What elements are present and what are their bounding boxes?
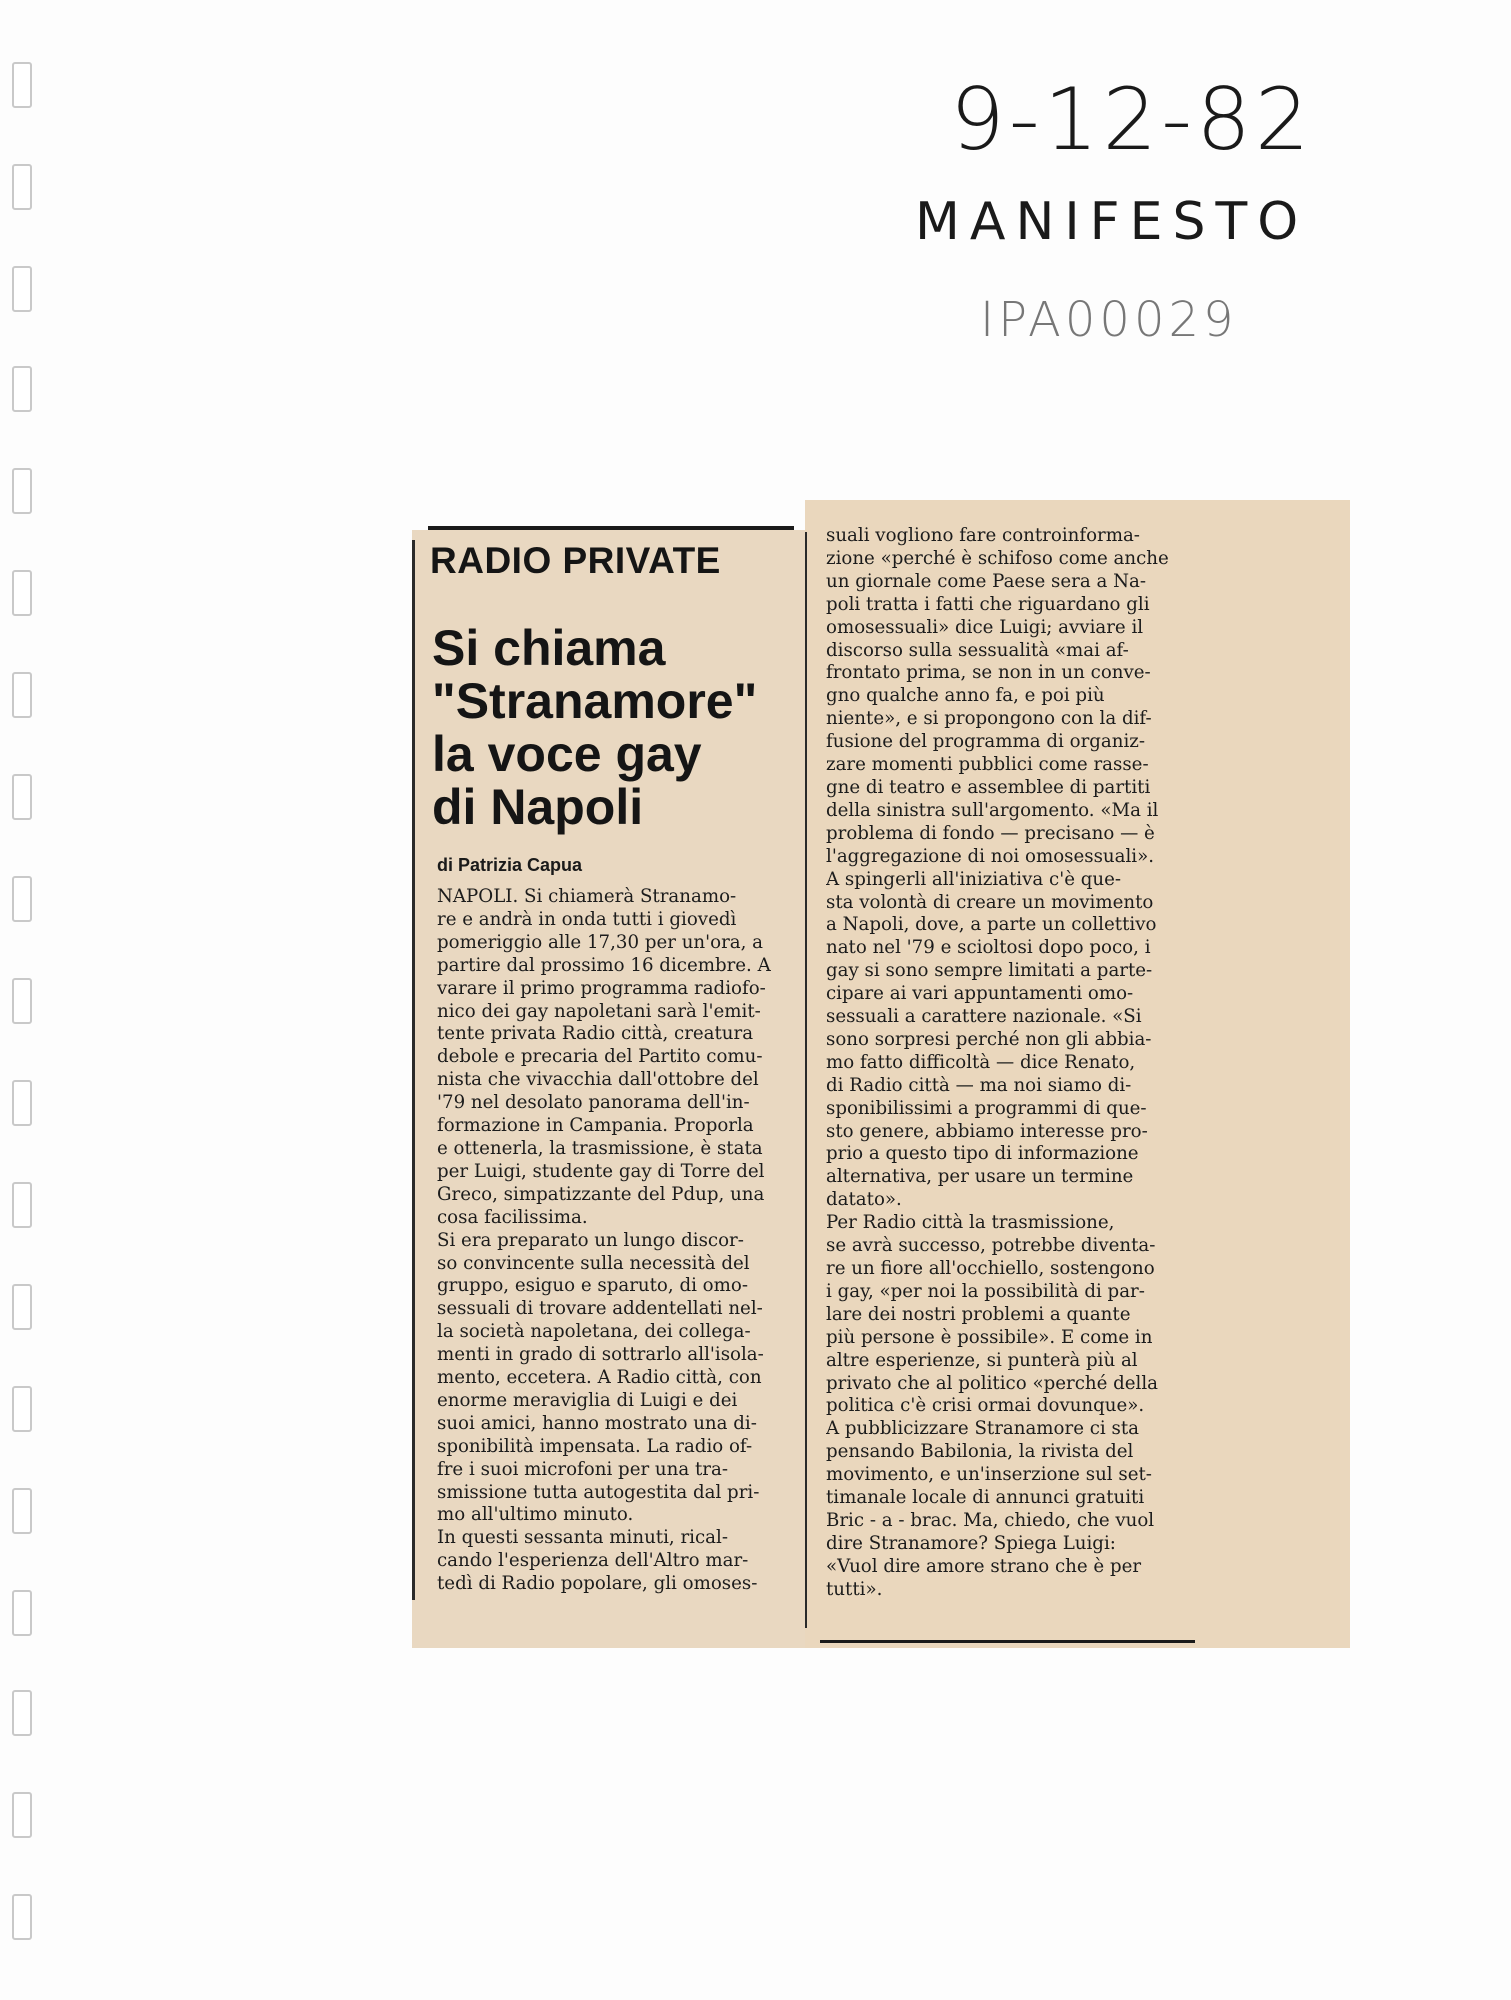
article-column-right [826, 525, 1194, 1602]
article-text-line: lare dei nostri problemi a quante [826, 1303, 1131, 1325]
article-text-line: varare il primo programma radiofo- [437, 977, 766, 999]
binder-hole [12, 1488, 32, 1534]
binder-hole [12, 266, 32, 312]
article-text-line: gne di teatro e assemblee di partiti [826, 776, 1151, 798]
article-text-line: per Luigi, studente gay di Torre del [437, 1160, 765, 1182]
binder-hole [12, 672, 32, 718]
column-rule [805, 532, 807, 1628]
article-text-line: gay si sono sempre limitati a parte- [826, 960, 1153, 982]
article-text-line: enorme meraviglia di Luigi e dei [437, 1389, 738, 1411]
article-text-line: '79 nel desolato panorama dell'in- [437, 1092, 750, 1114]
article-text-line: problema di fondo — precisano — è [826, 822, 1155, 844]
article-text-line: dire Stranamore? Spiega Luigi: [826, 1532, 1116, 1554]
article-text-line: i gay, «per noi la possibilità di par- [826, 1280, 1145, 1302]
article-text-line: più persone è possibile». E come in [826, 1326, 1153, 1348]
binder-hole [12, 1894, 32, 1940]
article-text-line: sponibilità impensata. La radio of- [437, 1435, 753, 1457]
bottom-rule [820, 1640, 1195, 1643]
binder-hole [12, 468, 32, 514]
article-text-line: nato nel '79 e scioltosi dopo poco, i [826, 937, 1151, 959]
article-text-line: gruppo, esiguo e sparuto, di omo- [437, 1275, 748, 1297]
article-text-line: fre i suoi microfoni per una tra- [437, 1458, 728, 1480]
binder-margin [0, 0, 60, 2000]
article-text-line: datato». [826, 1189, 902, 1211]
binder-hole [12, 1386, 32, 1432]
article-text-line: cosa facilissima. [437, 1206, 588, 1228]
article-text-line: sessuali a carattere nazionale. «Si [826, 1006, 1142, 1028]
article-text-line: prio a questo tipo di informazione [826, 1143, 1139, 1165]
article-text-line: zare momenti pubblici come rasse- [826, 754, 1149, 776]
article-text-line: mento, eccetera. A Radio città, con [437, 1367, 762, 1389]
binder-hole [12, 570, 32, 616]
article-text-line: privato che al politico «perché della [826, 1372, 1159, 1394]
headline-line: di Napoli [432, 779, 644, 835]
article-byline: di Patrizia Capua [437, 855, 583, 875]
binder-hole [12, 164, 32, 210]
article-text-line: niente», e si propongono con la dif- [826, 708, 1152, 730]
handwritten-date: 9-12-82 [950, 70, 1314, 170]
article-text-line: movimento, e un'inserzione sul set- [826, 1464, 1152, 1486]
article-text-line: re un fiore all'occhiello, sostengono [826, 1258, 1155, 1279]
article-text-line: nico dei gay napoletani sarà l'emit- [437, 1000, 761, 1022]
article-text-line: e ottenerla, la trasmissione, è stata [437, 1137, 763, 1159]
article-text-line: zione «perché è schifoso come anche [826, 547, 1169, 569]
binder-hole [12, 1792, 32, 1838]
article-text-line: so convincente sulla necessità del [437, 1252, 750, 1274]
article-text-line: mo fatto difficoltà — dice Renato, [826, 1051, 1136, 1073]
article-text-line: Greco, simpatizzante del Pdup, una [437, 1183, 765, 1205]
left-rule [412, 540, 415, 1600]
article-text-line: alternativa, per usare un termine [826, 1166, 1134, 1188]
headline-line: la voce gay [432, 726, 702, 782]
headline-line: "Stranamore" [432, 673, 758, 729]
article-text-line: menti in grado di sottrarlo all'isola- [437, 1344, 764, 1366]
article-text-line: tutti». [826, 1578, 883, 1600]
article-text-line: sponibilissimi a programmi di que- [826, 1097, 1147, 1119]
article-text-line: frontato prima, se non in un conve- [826, 662, 1151, 684]
article-text-line: se avrà successo, potrebbe diventa- [826, 1235, 1156, 1257]
article-text-line: l'aggregazione di noi omosessuali». [826, 845, 1155, 867]
article-text-line: partire dal prossimo 16 dicembre. A [437, 954, 771, 976]
article-text-line: suali vogliono fare controinforma- [826, 525, 1140, 546]
article-text-line: altre esperienze, si punterà più al [826, 1349, 1138, 1371]
article-text-line: suoi amici, hanno mostrato una di- [437, 1412, 757, 1434]
handwritten-publication: MANIFESTO [915, 192, 1309, 252]
binder-hole [12, 774, 32, 820]
top-rule [428, 526, 794, 530]
handwritten-archive-code: IPA00029 [980, 292, 1238, 348]
article-text-line: poli tratta i fatti che riguardano gli [826, 593, 1150, 615]
article-text-line: tedì di Radio popolare, gli omoses- [437, 1573, 758, 1595]
binder-hole [12, 1284, 32, 1330]
article-text-line: re e andrà in onda tutti i giovedì [437, 908, 737, 930]
article-text-line: di Radio città — ma noi siamo di- [826, 1074, 1132, 1096]
binder-hole [12, 1080, 32, 1126]
article-text-line: sto genere, abbiamo interesse pro- [826, 1120, 1148, 1142]
binder-hole [12, 366, 32, 412]
binder-hole [12, 1590, 32, 1636]
article-text-line: cipare ai vari appuntamenti omo- [826, 983, 1134, 1005]
binder-hole [12, 1690, 32, 1736]
article-text-line: mo all'ultimo minuto. [437, 1504, 634, 1526]
article-text-line: politica c'è crisi ormai dovunque». [826, 1395, 1145, 1417]
article-headline [432, 622, 802, 834]
article-text-line: sta volontà di creare un movimento [826, 891, 1154, 913]
article-text-line: sessuali di trovare addentellati nel- [437, 1298, 763, 1320]
article-text-line: pensando Babilonia, la rivista del [826, 1441, 1134, 1463]
article-text-line: formazione in Campania. Proporla [437, 1115, 754, 1137]
article-text-line: a Napoli, dove, a parte un collettivo [826, 914, 1157, 936]
article-text-line: sono sorpresi perché non gli abbia- [826, 1028, 1152, 1050]
article-text-line: un giornale come Paese sera a Na- [826, 570, 1147, 592]
article-column-left [437, 886, 802, 1596]
article-text-line: debole e precaria del Partito comu- [437, 1046, 763, 1068]
article-text-line: timanale locale di annunci gratuiti [826, 1487, 1145, 1509]
headline-line: Si chiama [432, 620, 666, 676]
article-text-line: Bric - a - brac. Ma, chiedo, che vuol [826, 1509, 1155, 1531]
article-text-line: «Vuol dire amore strano che è per [826, 1555, 1142, 1577]
article-text-line: gno qualche anno fa, e poi più [826, 685, 1105, 707]
article-text-line: cando l'esperienza dell'Altro mar- [437, 1550, 749, 1572]
article-text-line: smissione tutta autogestita dal pri- [437, 1481, 760, 1503]
article-text-line: NAPOLI. Si chiamerà Stranamo- [437, 886, 737, 907]
article-text-line: Si era preparato un lungo discor- [437, 1229, 744, 1251]
article-text-line: pomeriggio alle 17,30 per un'ora, a [437, 931, 764, 953]
article-text-line: A spingerli all'iniziativa c'è que- [826, 868, 1122, 890]
article-text-line: nista che vivacchia dall'ottobre del [437, 1069, 759, 1091]
article-text-line: tente privata Radio città, creatura [437, 1023, 754, 1045]
article-text-line: In questi sessanta minuti, rical- [437, 1527, 728, 1549]
article-text-line: omosessuali» dice Luigi; avviare il [826, 616, 1144, 638]
article-text-line: la società napoletana, dei collega- [437, 1321, 751, 1343]
binder-hole [12, 1182, 32, 1228]
article-text-line: fusione del programma di organiz- [826, 731, 1146, 753]
article-text-line: della sinistra sull'argomento. «Ma il [826, 799, 1159, 821]
binder-hole [12, 876, 32, 922]
article-kicker: RADIO PRIVATE [430, 540, 721, 581]
article-text-line: Per Radio città la trasmissione, [826, 1212, 1115, 1234]
binder-hole [12, 978, 32, 1024]
article-text-line: discorso sulla sessualità «mai af- [826, 639, 1129, 661]
article-text-line: A pubblicizzare Stranamore ci sta [826, 1418, 1140, 1440]
binder-hole [12, 62, 32, 108]
